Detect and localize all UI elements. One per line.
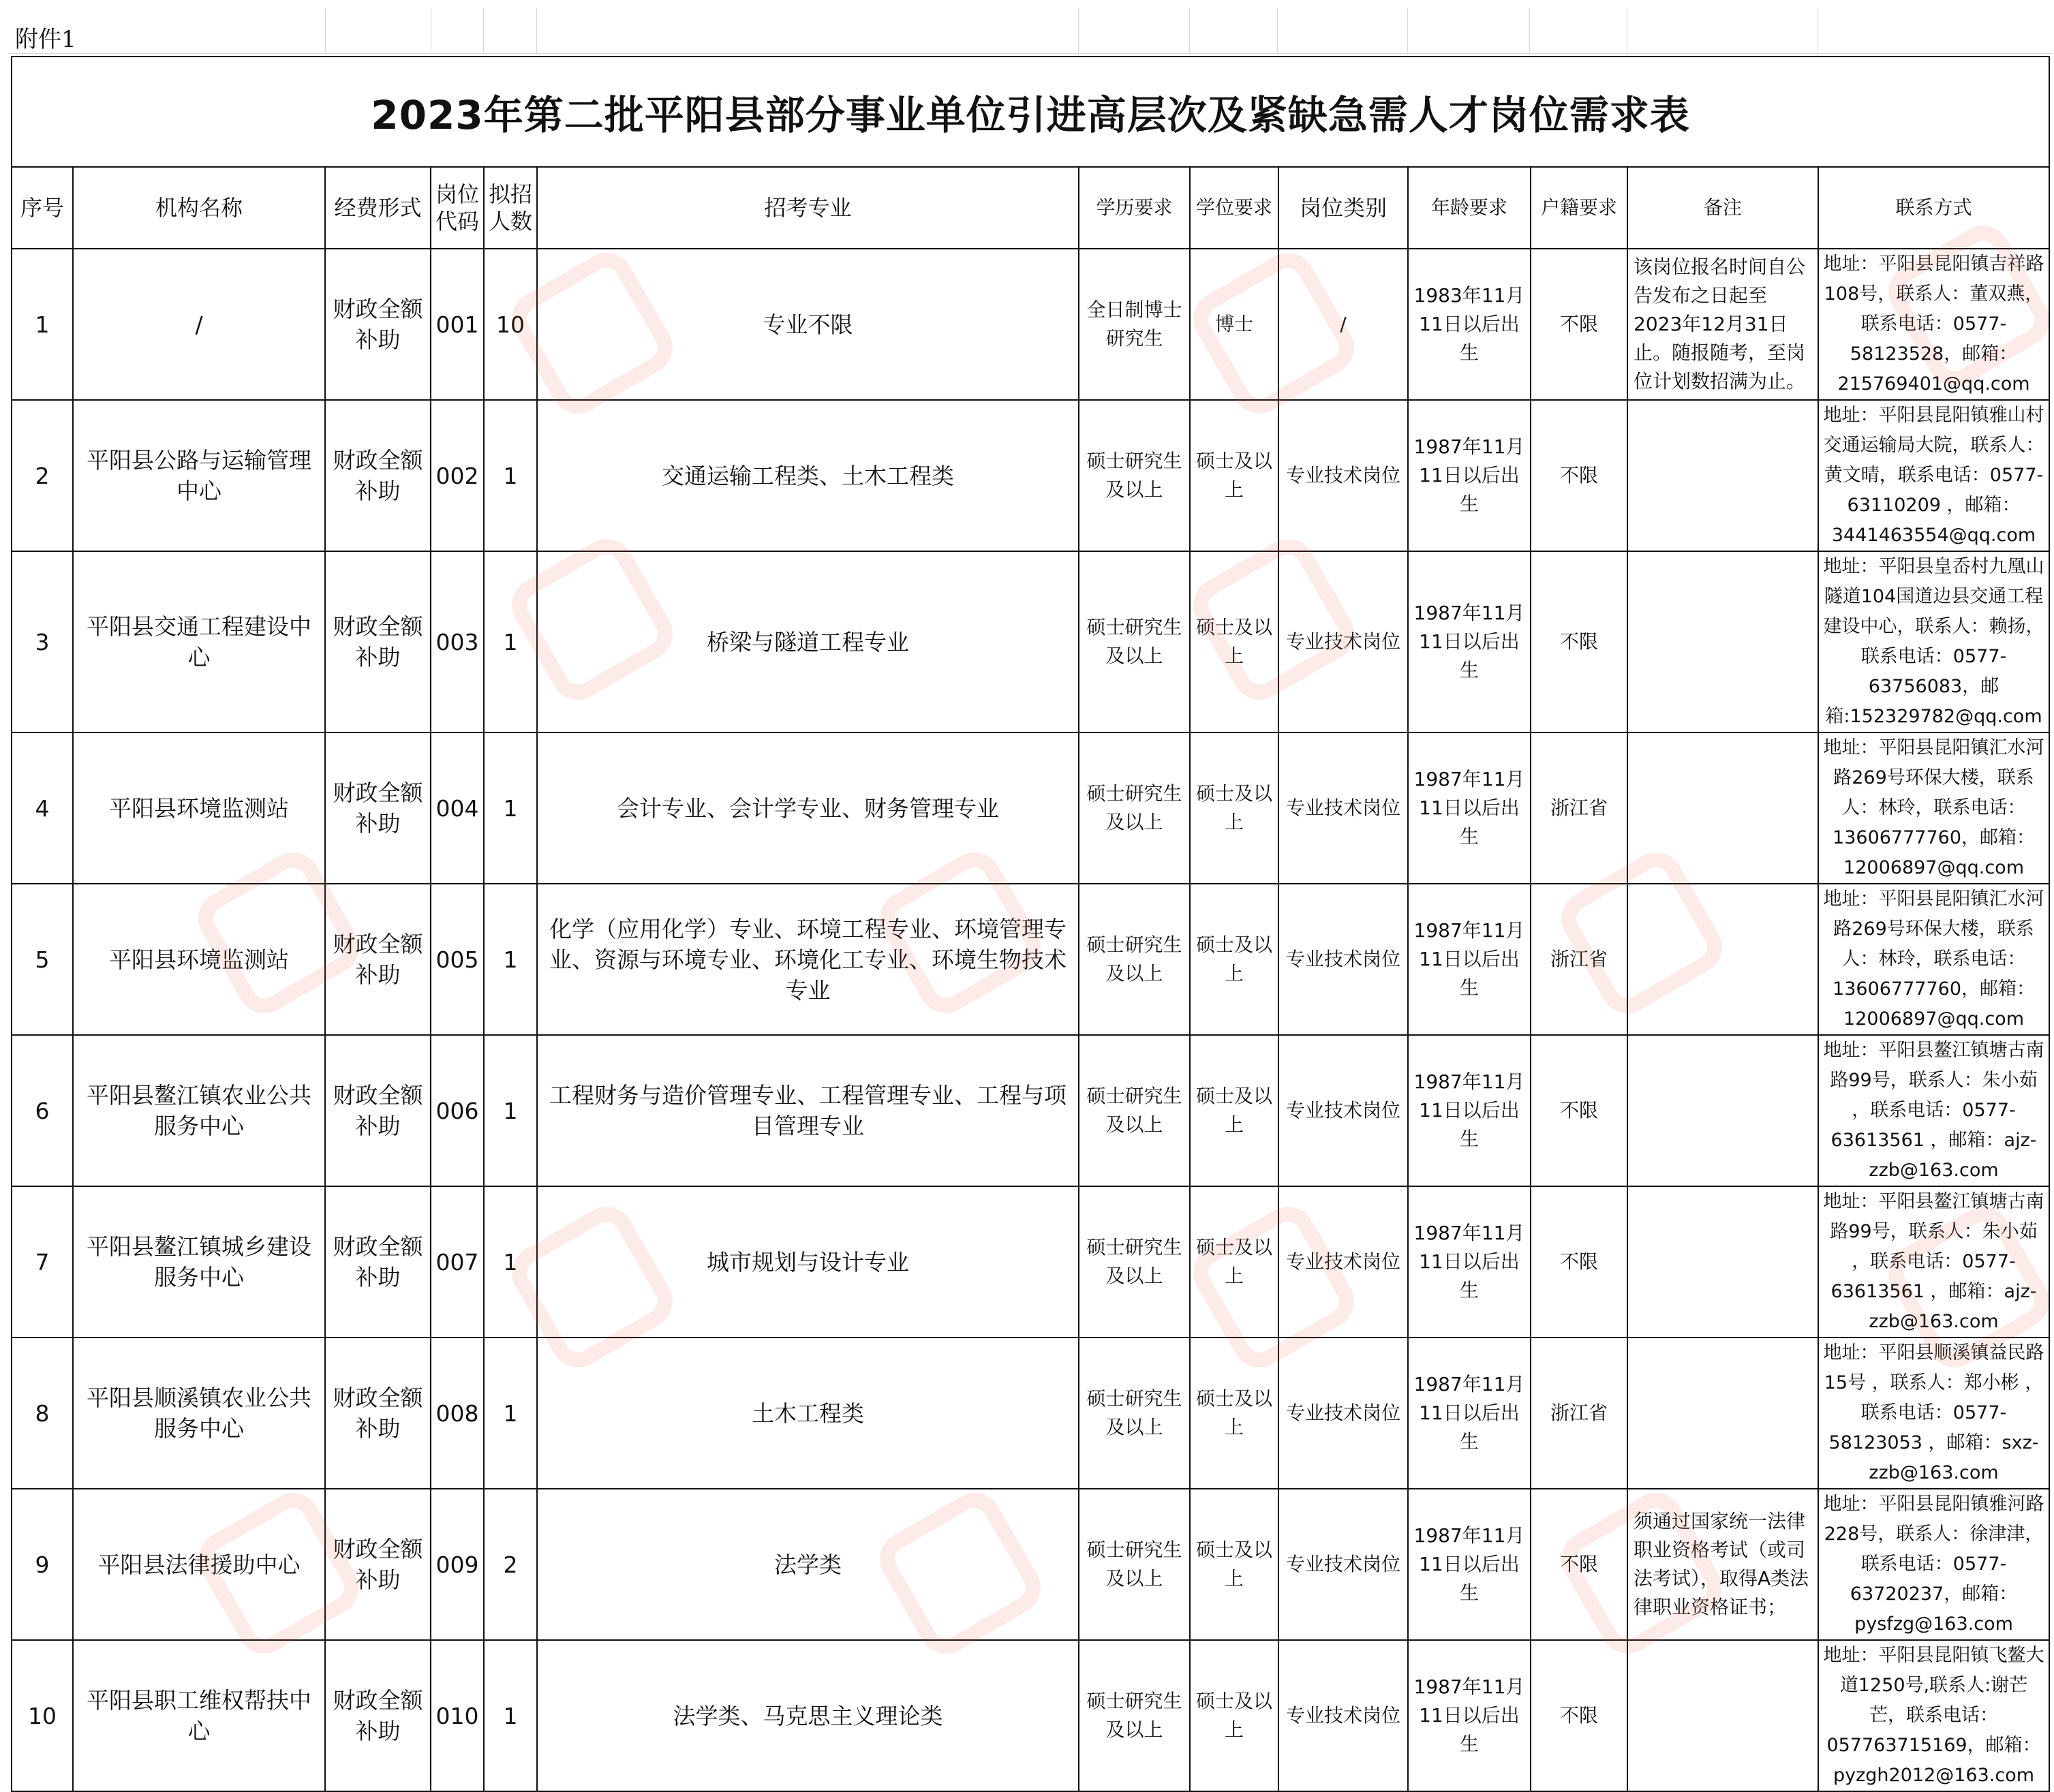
cell-contact: 地址：平阳县皇岙村九凰山隧道104国道边县交通工程建设中心，联系人：赖扬，联系电话：0577-63756083，邮箱:152329782@qq.com xyxy=(1818,551,2049,732)
header-funding: 经费形式 xyxy=(325,167,431,249)
cell-age: 1987年11月11日以后出生 xyxy=(1408,1338,1531,1489)
cell-category: 专业技术岗位 xyxy=(1278,1186,1408,1338)
cell-count: 1 xyxy=(484,551,537,732)
cell-count: 1 xyxy=(484,732,537,884)
cell-hukou: 不限 xyxy=(1531,249,1627,400)
cell-seq: 8 xyxy=(12,1338,73,1489)
header-degree: 学位要求 xyxy=(1190,167,1278,249)
header-remark: 备注 xyxy=(1627,167,1818,249)
cell-major: 化学（应用化学）专业、环境工程专业、环境管理专业、资源与环境专业、环境化工专业、环境生物技术专业 xyxy=(537,884,1079,1035)
cell-count: 1 xyxy=(484,884,537,1035)
cell-remark xyxy=(1627,551,1818,732)
cell-contact: 地址：平阳县顺溪镇益民路15号 ，联系人：郑小彬 ，联系电话：0577-58123053 ，邮箱：sxz-zzb@163.com xyxy=(1818,1338,2049,1489)
cell-count: 1 xyxy=(484,1640,537,1791)
cell-org: 平阳县环境监测站 xyxy=(73,732,325,884)
header-major: 招考专业 xyxy=(537,167,1079,249)
header-seq: 序号 xyxy=(12,167,73,249)
header-contact: 联系方式 xyxy=(1818,167,2049,249)
cell-hukou: 浙江省 xyxy=(1531,732,1627,884)
cell-degree: 硕士及以上 xyxy=(1190,1640,1278,1791)
cell-major: 专业不限 xyxy=(537,249,1079,400)
header-org: 机构名称 xyxy=(73,167,325,249)
cell-org: 平阳县交通工程建设中心 xyxy=(73,551,325,732)
cell-code: 008 xyxy=(431,1338,484,1489)
cell-code: 005 xyxy=(431,884,484,1035)
cell-count: 1 xyxy=(484,1035,537,1186)
table-row xyxy=(12,249,2049,400)
cell-hukou: 不限 xyxy=(1531,1035,1627,1186)
header-code: 岗位代码 xyxy=(431,167,484,249)
cell-edu: 全日制博士研究生 xyxy=(1079,249,1190,400)
cell-count: 1 xyxy=(484,400,537,551)
cell-major: 法学类、马克思主义理论类 xyxy=(537,1640,1079,1791)
cell-degree: 硕士及以上 xyxy=(1190,884,1278,1035)
cell-code: 006 xyxy=(431,1035,484,1186)
top-grid-row xyxy=(8,8,2053,54)
table-row xyxy=(12,1489,2049,1640)
cell-remark xyxy=(1627,400,1818,551)
cell-org: / xyxy=(73,249,325,400)
cell-hukou: 不限 xyxy=(1531,1186,1627,1338)
cell-seq: 1 xyxy=(12,249,73,400)
cell-remark: 该岗位报名时间自公告发布之日起至2023年12月31日止。随报随考，至岗位计划数招满为止。 xyxy=(1627,249,1818,400)
cell-funding: 财政全额补助 xyxy=(325,732,431,884)
cell-age: 1987年11月11日以后出生 xyxy=(1408,400,1531,551)
cell-age: 1987年11月11日以后出生 xyxy=(1408,1489,1531,1640)
cell-degree: 硕士及以上 xyxy=(1190,1489,1278,1640)
cell-age: 1987年11月11日以后出生 xyxy=(1408,551,1531,732)
cell-funding: 财政全额补助 xyxy=(325,1186,431,1338)
cell-remark xyxy=(1627,732,1818,884)
positions-table xyxy=(11,56,2050,1792)
cell-funding: 财政全额补助 xyxy=(325,249,431,400)
cell-major: 工程财务与造价管理专业、工程管理专业、工程与项目管理专业 xyxy=(537,1035,1079,1186)
cell-degree: 硕士及以上 xyxy=(1190,1338,1278,1489)
cell-org: 平阳县鳌江镇城乡建设服务中心 xyxy=(73,1186,325,1338)
cell-major: 桥梁与隧道工程专业 xyxy=(537,551,1079,732)
cell-org: 平阳县鳌江镇农业公共服务中心 xyxy=(73,1035,325,1186)
header-age: 年龄要求 xyxy=(1408,167,1531,249)
cell-degree: 硕士及以上 xyxy=(1190,732,1278,884)
cell-category: 专业技术岗位 xyxy=(1278,732,1408,884)
table-row xyxy=(12,551,2049,732)
cell-remark xyxy=(1627,1640,1818,1791)
cell-funding: 财政全额补助 xyxy=(325,1489,431,1640)
cell-funding: 财政全额补助 xyxy=(325,1338,431,1489)
table-row xyxy=(12,1338,2049,1489)
cell-code: 007 xyxy=(431,1186,484,1338)
cell-seq: 6 xyxy=(12,1035,73,1186)
cell-funding: 财政全额补助 xyxy=(325,1035,431,1186)
cell-remark xyxy=(1627,1186,1818,1338)
cell-category: 专业技术岗位 xyxy=(1278,1338,1408,1489)
cell-funding: 财政全额补助 xyxy=(325,1640,431,1791)
cell-category: 专业技术岗位 xyxy=(1278,884,1408,1035)
cell-code: 004 xyxy=(431,732,484,884)
cell-edu: 硕士研究生及以上 xyxy=(1079,1186,1190,1338)
cell-major: 城市规划与设计专业 xyxy=(537,1186,1079,1338)
cell-org: 平阳县公路与运输管理中心 xyxy=(73,400,325,551)
cell-seq: 4 xyxy=(12,732,73,884)
cell-contact: 地址：平阳县昆阳镇飞鳌大道1250号,联系人:谢芒芒，联系电话：057763715169，邮箱：pyzgh2012@163.com xyxy=(1818,1640,2049,1791)
cell-age: 1987年11月11日以后出生 xyxy=(1408,1186,1531,1338)
cell-count: 10 xyxy=(484,249,537,400)
cell-org: 平阳县顺溪镇农业公共服务中心 xyxy=(73,1338,325,1489)
cell-edu: 硕士研究生及以上 xyxy=(1079,884,1190,1035)
table-row xyxy=(12,884,2049,1035)
cell-category: 专业技术岗位 xyxy=(1278,1640,1408,1791)
cell-contact: 地址：平阳县昆阳镇雅河路228号，联系人：徐津津，联系电话：0577-63720237，邮箱：pysfzg@163.com xyxy=(1818,1489,2049,1640)
cell-contact: 地址：平阳县昆阳镇汇水河路269号环保大楼，联系人：林玲，联系电话：13606777760，邮箱：12006897@qq.com xyxy=(1818,732,2049,884)
cell-contact: 地址：平阳县昆阳镇吉祥路108号，联系人：董双燕，联系电话：0577-58123528，邮箱：215769401@qq.com xyxy=(1818,249,2049,400)
cell-contact: 地址：平阳县鳌江镇塘古南路99号，联系人：朱小茹 ，联系电话：0577-63613561 ，邮箱：ajz-zzb@163.com xyxy=(1818,1186,2049,1338)
cell-org: 平阳县职工维权帮扶中心 xyxy=(73,1640,325,1791)
header-hukou: 户籍要求 xyxy=(1531,167,1627,249)
table-row xyxy=(12,400,2049,551)
cell-edu: 硕士研究生及以上 xyxy=(1079,551,1190,732)
page-title: 2023年第二批平阳县部分事业单位引进高层次及紧缺急需人才岗位需求表 xyxy=(12,57,2049,167)
cell-remark xyxy=(1627,1035,1818,1186)
cell-edu: 硕士研究生及以上 xyxy=(1079,1489,1190,1640)
header-row xyxy=(12,167,2049,249)
cell-age: 1983年11月11日以后出生 xyxy=(1408,249,1531,400)
cell-major: 会计专业、会计学专业、财务管理专业 xyxy=(537,732,1079,884)
cell-degree: 硕士及以上 xyxy=(1190,551,1278,732)
cell-count: 1 xyxy=(484,1338,537,1489)
cell-edu: 硕士研究生及以上 xyxy=(1079,400,1190,551)
table-row xyxy=(12,732,2049,884)
cell-seq: 5 xyxy=(12,884,73,1035)
annex-label: 附件1 xyxy=(15,26,76,53)
cell-contact: 地址：平阳县昆阳镇汇水河路269号环保大楼，联系人：林玲，联系电话：13606777760，邮箱：12006897@qq.com xyxy=(1818,884,2049,1035)
cell-hukou: 不限 xyxy=(1531,400,1627,551)
cell-remark xyxy=(1627,1338,1818,1489)
cell-org: 平阳县环境监测站 xyxy=(73,884,325,1035)
cell-category: 专业技术岗位 xyxy=(1278,400,1408,551)
cell-code: 003 xyxy=(431,551,484,732)
cell-code: 002 xyxy=(431,400,484,551)
cell-category: 专业技术岗位 xyxy=(1278,1489,1408,1640)
cell-edu: 硕士研究生及以上 xyxy=(1079,1338,1190,1489)
header-edu: 学历要求 xyxy=(1079,167,1190,249)
cell-age: 1987年11月11日以后出生 xyxy=(1408,1640,1531,1791)
cell-edu: 硕士研究生及以上 xyxy=(1079,1035,1190,1186)
cell-count: 1 xyxy=(484,1186,537,1338)
cell-edu: 硕士研究生及以上 xyxy=(1079,732,1190,884)
cell-hukou: 浙江省 xyxy=(1531,1338,1627,1489)
cell-contact: 地址：平阳县鳌江镇塘古南路99号，联系人：朱小茹 ，联系电话：0577-63613561 ，邮箱：ajz-zzb@163.com xyxy=(1818,1035,2049,1186)
cell-funding: 财政全额补助 xyxy=(325,400,431,551)
cell-remark xyxy=(1627,884,1818,1035)
table-row xyxy=(12,1035,2049,1186)
cell-hukou: 浙江省 xyxy=(1531,884,1627,1035)
cell-degree: 硕士及以上 xyxy=(1190,400,1278,551)
cell-code: 010 xyxy=(431,1640,484,1791)
cell-remark: 须通过国家统一法律职业资格考试（或司法考试），取得A类法律职业资格证书； xyxy=(1627,1489,1818,1640)
table-row xyxy=(12,1186,2049,1338)
cell-category: / xyxy=(1278,249,1408,400)
cell-category: 专业技术岗位 xyxy=(1278,551,1408,732)
cell-major: 交通运输工程类、土木工程类 xyxy=(537,400,1079,551)
cell-funding: 财政全额补助 xyxy=(325,551,431,732)
cell-contact: 地址：平阳县昆阳镇雅山村交通运输局大院，联系人：黄文晴，联系电话：0577-63110209 ，邮箱：3441463554@qq.com xyxy=(1818,400,2049,551)
cell-seq: 7 xyxy=(12,1186,73,1338)
cell-major: 法学类 xyxy=(537,1489,1079,1640)
cell-hukou: 不限 xyxy=(1531,1489,1627,1640)
cell-hukou: 不限 xyxy=(1531,1640,1627,1791)
cell-code: 009 xyxy=(431,1489,484,1640)
cell-count: 2 xyxy=(484,1489,537,1640)
cell-seq: 9 xyxy=(12,1489,73,1640)
cell-age: 1987年11月11日以后出生 xyxy=(1408,732,1531,884)
cell-funding: 财政全额补助 xyxy=(325,884,431,1035)
cell-edu: 硕士研究生及以上 xyxy=(1079,1640,1190,1791)
cell-age: 1987年11月11日以后出生 xyxy=(1408,884,1531,1035)
cell-category: 专业技术岗位 xyxy=(1278,1035,1408,1186)
cell-degree: 硕士及以上 xyxy=(1190,1186,1278,1338)
cell-major: 土木工程类 xyxy=(537,1338,1079,1489)
header-category: 岗位类别 xyxy=(1278,167,1408,249)
cell-seq: 3 xyxy=(12,551,73,732)
cell-org: 平阳县法律援助中心 xyxy=(73,1489,325,1640)
header-count: 拟招人数 xyxy=(484,167,537,249)
cell-seq: 10 xyxy=(12,1640,73,1791)
cell-seq: 2 xyxy=(12,400,73,551)
spreadsheet xyxy=(8,8,2053,1787)
cell-hukou: 不限 xyxy=(1531,551,1627,732)
cell-degree: 硕士及以上 xyxy=(1190,1035,1278,1186)
cell-age: 1987年11月11日以后出生 xyxy=(1408,1035,1531,1186)
cell-code: 001 xyxy=(431,249,484,400)
cell-degree: 博士 xyxy=(1190,249,1278,400)
table-row xyxy=(12,1640,2049,1791)
